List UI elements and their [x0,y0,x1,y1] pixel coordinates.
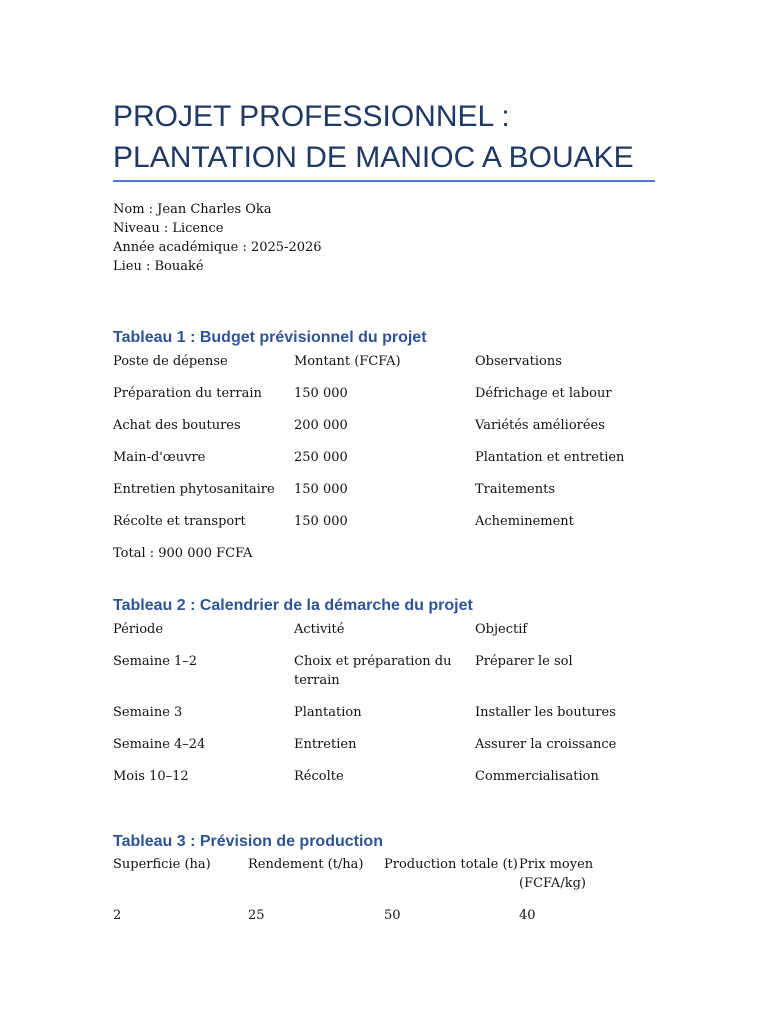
table-row [113,767,655,799]
table-row [113,512,655,544]
table1-title: Tableau 1 : Budget prévisionnel du projet [113,329,427,346]
location-line: Lieu : Bouaké [113,259,204,274]
table-cell: Entretien [294,737,357,752]
table3-title: Tableau 3 : Prévision de production [113,833,383,850]
table-cell: 40 [519,908,536,923]
table-cell: Commercialisation [475,769,599,784]
table-row [113,480,655,512]
table-cell: 2 [113,908,122,923]
table-row [113,652,655,703]
column-header: Période [113,622,164,637]
table-cell: Semaine 1–2 [113,654,198,669]
table-cell: 25 [248,908,265,923]
production-table [113,855,655,938]
schedule-table [113,620,655,799]
table-row [113,906,655,938]
table-cell: Récolte et transport [113,514,246,529]
table-row [113,448,655,480]
name-line: Nom : Jean Charles Oka [113,202,272,217]
table-cell: Choix et préparation du terrain [294,654,452,688]
column-header: Rendement (t/ha) [248,857,364,872]
table-cell: 150 000 [294,386,348,401]
table-cell: Installer les boutures [475,705,616,720]
table-cell: Récolte [294,769,344,784]
column-header: Montant (FCFA) [294,354,401,369]
academic-year-line: Année académique : 2025-2026 [113,240,322,255]
document-title: PROJET PROFESSIONNEL : PLANTATION DE MANIOC A BOUAKE [113,100,634,174]
table-header-row [113,855,655,906]
table-cell: Préparation du terrain [113,386,262,401]
table-cell: Plantation [294,705,362,720]
table-cell: Semaine 4–24 [113,737,206,752]
table-cell: 250 000 [294,450,348,465]
column-header: Objectif [475,622,528,637]
table-row [113,416,655,448]
budget-table [113,352,655,544]
table-cell: 50 [384,908,401,923]
table-cell: Plantation et entretien [475,450,625,465]
table-row [113,735,655,767]
table-cell: Mois 10–12 [113,769,189,784]
table-cell: Acheminement [475,514,574,529]
column-header: Superficie (ha) [113,857,211,872]
table2-title: Tableau 2 : Calendrier de la démarche du projet [113,597,473,614]
table-cell: Préparer le sol [475,654,573,669]
table-cell: Achat des boutures [113,418,241,433]
column-header: Poste de dépense [113,354,228,369]
student-info [113,200,322,276]
column-header: Prix moyen (FCFA/kg) [519,857,594,891]
level-line: Niveau : Licence [113,221,224,236]
table-row [113,384,655,416]
table-cell: Entretien phytosanitaire [113,482,275,497]
column-header: Observations [475,354,562,369]
table-header-row [113,620,655,652]
table-cell: 150 000 [294,514,348,529]
table-cell: 150 000 [294,482,348,497]
budget-total: Total : 900 000 FCFA [113,546,253,561]
table-cell: Traitements [475,482,555,497]
column-header: Production totale (t) [384,857,518,872]
table-cell: Assurer la croissance [475,737,617,752]
table-cell: Variétés améliorées [475,418,605,433]
table-cell: Main-d'œuvre [113,450,206,465]
title-underline [113,180,655,182]
column-header: Activité [294,622,345,637]
table-cell: Défrichage et labour [475,386,612,401]
table-cell: 200 000 [294,418,348,433]
table-cell: Semaine 3 [113,705,183,720]
table-row [113,703,655,735]
table-header-row [113,352,655,384]
